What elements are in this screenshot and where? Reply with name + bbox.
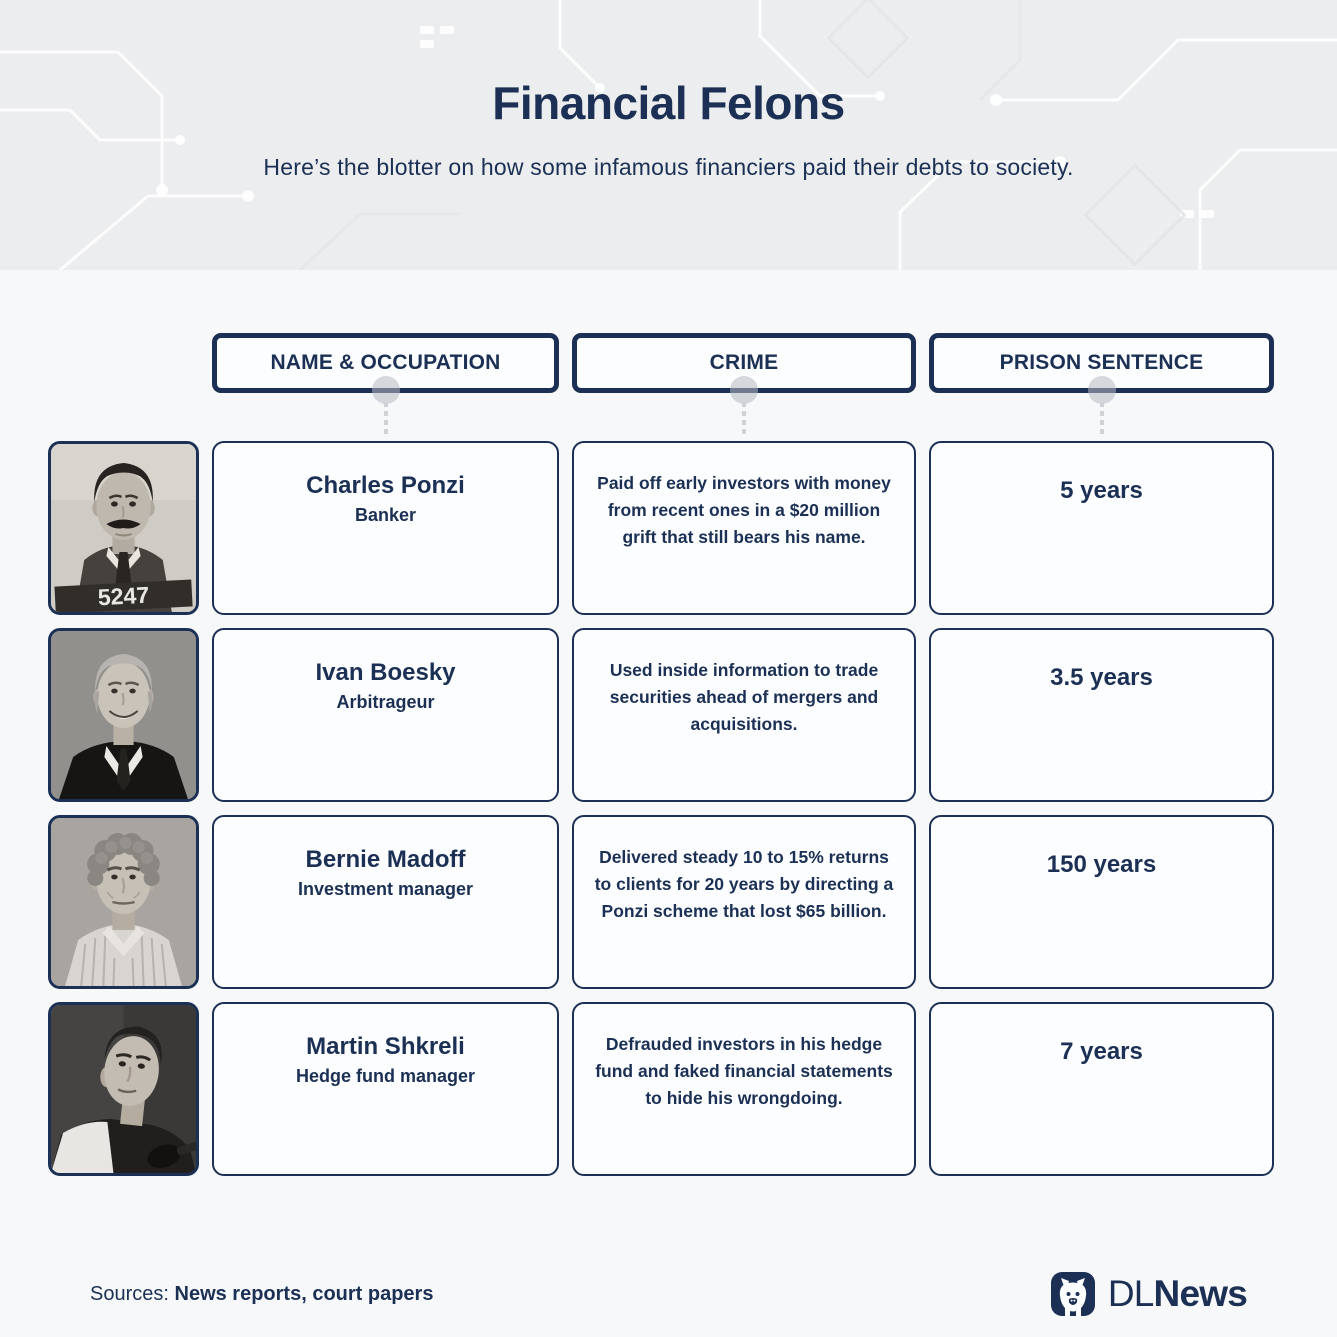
sentence-cell (929, 441, 1274, 615)
connector-dot (372, 376, 400, 404)
felon-occupation: Banker (354, 505, 417, 525)
sentence-cell (929, 1002, 1274, 1176)
mugshot-number: 5247 (97, 581, 150, 611)
prison-sentence: 3.5 years (1050, 664, 1153, 691)
photo-martin-shkreli (48, 1002, 199, 1176)
felon-name: Bernie Madoff (305, 846, 466, 873)
column-header-label: NAME & OCCUPATION (270, 351, 501, 374)
crime-description: Defrauded investors in his hedge fund and faked financial statements to hide his wrongdoing. (595, 1034, 893, 1108)
name-cell (212, 1002, 559, 1176)
felon-name: Charles Ponzi (306, 472, 465, 499)
connector-dashed-line (742, 402, 746, 435)
photo-charles-ponzi-mugshot (48, 441, 199, 615)
photo-ivan-boesky-portrait (48, 628, 199, 802)
sources-value: News reports, court papers (174, 1282, 434, 1305)
felon-name: Martin Shkreli (306, 1033, 465, 1060)
prison-sentence: 5 years (1060, 477, 1143, 504)
sentence-cell (929, 628, 1274, 802)
sources-label: Sources: (90, 1282, 169, 1305)
header-band (0, 0, 1337, 270)
crime-cell (572, 628, 916, 802)
felon-name: Ivan Boesky (315, 659, 456, 686)
crime-cell (572, 1002, 916, 1176)
crime-description: Paid off early investors with money from recent ones in a $20 million grift that still bears his name. (597, 473, 891, 547)
prison-sentence: 150 years (1046, 851, 1157, 878)
dlnews-logo (1050, 1271, 1247, 1317)
connector-dot (730, 376, 758, 404)
sentence-cell (929, 815, 1274, 989)
column-header-label: CRIME (709, 351, 779, 374)
crime-cell (572, 815, 916, 989)
crime-cell (572, 441, 916, 615)
column-header-label: PRISON SENTENCE (999, 351, 1204, 374)
connector-gap (48, 406, 1274, 428)
dlnews-wordmark (1108, 1273, 1247, 1315)
column-header-name-occupation (212, 333, 559, 393)
column-header-crime (572, 333, 916, 393)
crime-description: Used inside information to trade securities ahead of mergers and acquisitions. (609, 660, 879, 734)
prison-sentence: 7 years (1060, 1038, 1143, 1065)
photo-bernie-madoff (48, 815, 199, 989)
name-cell (212, 815, 559, 989)
connector-dot (1088, 376, 1116, 404)
header-spacer (48, 333, 199, 393)
connector-dashed-line (1100, 402, 1104, 435)
column-header-prison-sentence (929, 333, 1274, 393)
dlnews-llama-icon (1050, 1271, 1096, 1317)
footer (90, 1271, 1247, 1317)
page-title: Financial Felons (492, 77, 845, 129)
brand-news: News (1153, 1273, 1247, 1314)
name-cell (212, 628, 559, 802)
name-cell (212, 441, 559, 615)
page-subtitle: Here’s the blotter on how some infamous financiers paid their debts to society. (263, 154, 1074, 180)
felon-occupation: Investment manager (297, 879, 474, 899)
felon-occupation: Arbitrageur (336, 692, 435, 712)
sources-line (90, 1283, 433, 1306)
crime-description: Delivered steady 10 to 15% returns to clients for 20 years by directing a Ponzi scheme that lost $65 billion. (594, 847, 894, 921)
felon-occupation: Hedge fund manager (295, 1066, 476, 1086)
felons-table (48, 333, 1274, 1176)
connector-dashed-line (384, 402, 388, 435)
brand-dl: DL (1107, 1273, 1154, 1314)
